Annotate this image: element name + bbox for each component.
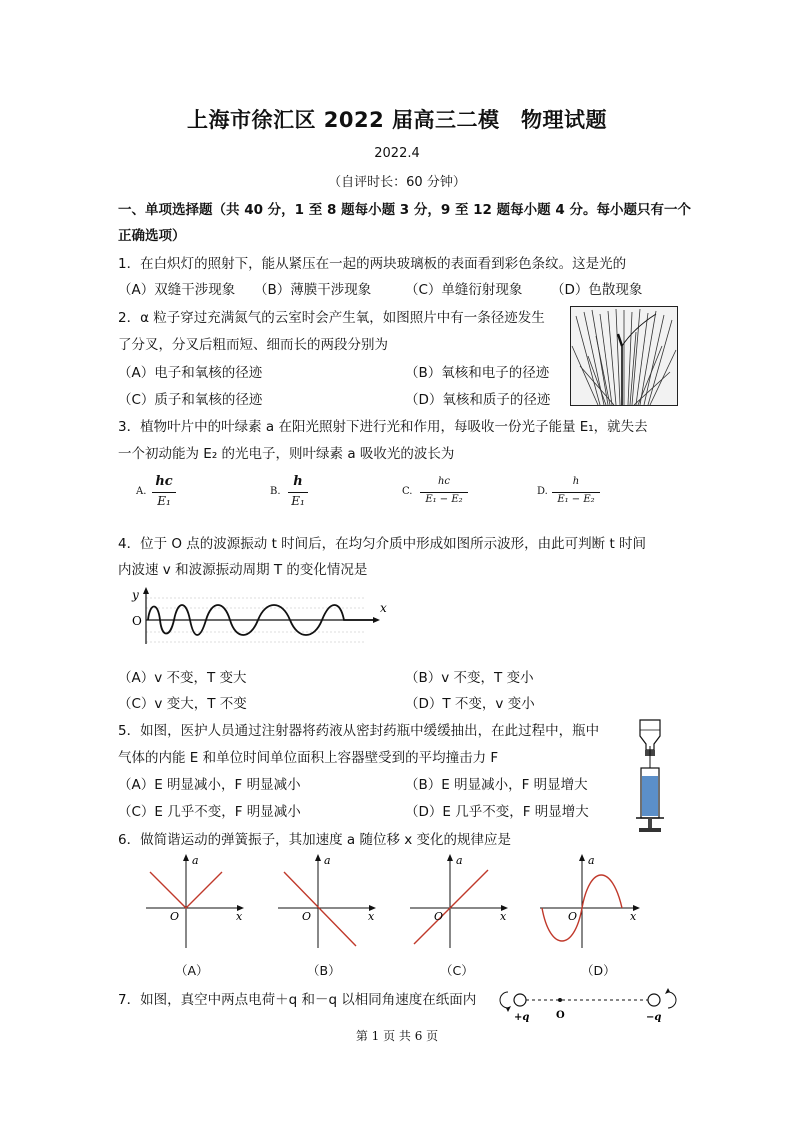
q7-minus-q-label: −q [646, 1012, 662, 1023]
q4-option-a: （A）v 不变，T 变大 [118, 670, 247, 686]
q6-b-origin: O [302, 910, 312, 923]
q3-option-a-letter: A. [136, 486, 147, 497]
q4-option-b: （B）v 不变，T 变小 [405, 670, 534, 686]
q1-stem: 1．在白炽灯的照射下，能从紧压在一起的两块玻璃板的表面看到彩色条纹。这是光的 [118, 256, 627, 272]
vial-icon [640, 720, 660, 750]
q3-option-a-numerator: hc [155, 474, 173, 489]
q7-stem: 7．如图，真空中两点电荷＋q 和－q 以相同角速度在纸面内 [118, 992, 477, 1008]
q4-option-d: （D）T 不变，v 变小 [405, 696, 535, 712]
q6-c-y-label: a [456, 854, 463, 867]
q3-option-b-denominator: E₁ [291, 494, 305, 508]
q5-option-c: （C）E 几乎不变，F 明显减小 [118, 804, 301, 820]
q1-option-b: （B）薄膜干涉现象 [254, 282, 372, 298]
q6-graph-d [536, 852, 646, 952]
positive-charge-icon [514, 994, 526, 1006]
syringe-plunger [639, 828, 661, 832]
q6-stem: 6．做简谐运动的弹簧振子，其加速度 a 随位移 x 变化的规律应是 [118, 832, 512, 848]
q2-option-a: （A）电子和氧核的径迹 [118, 365, 263, 381]
q3-option-d-denominator: E₁ − E₂ [557, 494, 595, 505]
page-number: 第 1 页 共 6 页 [355, 1029, 439, 1043]
q6-a-y-label: a [192, 854, 199, 867]
q3-option-d-numerator: h [572, 476, 580, 487]
q6-d-y-label: a [588, 854, 595, 867]
syringe-vial-figure [630, 716, 670, 834]
q4-stem-line1: 4．位于 O 点的波源振动 t 时间后，在均匀介质中形成如图所示波形，由此可判断 t 时间 [118, 536, 647, 552]
q3-option-a-fraction-bar [152, 492, 176, 493]
q6-b-y-label: a [324, 854, 331, 867]
section-heading-line1: 一、单项选择题（共 40 分，1 至 8 题每小题 3 分，9 至 12 题每小题 4 分。每小题只有一个 [118, 202, 691, 218]
q2-option-c: （C）质子和氧核的径迹 [118, 392, 263, 408]
negative-charge-icon [648, 994, 660, 1006]
q6-caption-b: （B） [307, 963, 341, 978]
q6-graph-c [404, 852, 514, 952]
q4-origin-label: O [132, 614, 142, 628]
q3-stem-line2: 一个初动能为 E₂ 的光电子，则叶绿素 a 吸收光的波长为 [118, 446, 455, 462]
q3-option-b-fraction-bar [288, 492, 308, 493]
q6-caption-c: （C） [440, 963, 474, 978]
q3-option-c-letter: C. [402, 486, 413, 497]
q5-option-b: （B）E 明显减小，F 明显增大 [405, 777, 588, 793]
center-point-o [558, 998, 562, 1002]
q6-d-x-label: x [630, 910, 637, 923]
syringe-liquid [642, 776, 658, 816]
q4-x-label: x [380, 601, 387, 615]
q5-stem-line1: 5．如图，医护人员通过注射器将药液从密封药瓶中缓缓抽出，在此过程中，瓶中 [118, 723, 600, 739]
q4-stem-line2: 内波速 v 和波源振动周期 T 的变化情况是 [118, 562, 368, 578]
q3-option-b-letter: B. [270, 486, 281, 497]
q3-option-d-fraction-bar [552, 492, 600, 493]
page-title: 上海市徐汇区 2022 届高三二模 物理试题 [186, 108, 608, 132]
q5-stem-line2: 气体的内能 E 和单位时间单位面积上容器壁受到的平均撞击力 F [118, 750, 499, 766]
q1-option-d: （D）色散现象 [551, 282, 643, 298]
q7-plus-q-label: +q [514, 1012, 530, 1023]
q4-wave-graph [126, 586, 396, 646]
q3-option-c-fraction-bar [420, 492, 468, 493]
q1-option-a: （A）双缝干涉现象 [118, 282, 236, 298]
q6-graph-b [272, 852, 382, 952]
section-heading-line2: 正确选项） [118, 228, 186, 244]
q6-a-x-label: x [236, 910, 243, 923]
q2-stem-line1: 2．α 粒子穿过充满氮气的云室时会产生氧，如图照片中有一条径迹发生 [118, 310, 545, 326]
cloud-chamber-photo [570, 306, 678, 406]
q3-option-b-numerator: h [293, 474, 303, 489]
q6-caption-d: （D） [581, 963, 616, 978]
q6-d-origin: O [568, 910, 578, 923]
q5-option-a: （A）E 明显减小，F 明显减小 [118, 777, 301, 793]
q6-c-x-label: x [500, 910, 507, 923]
q3-stem-line1: 3．植物叶片中的叶绿素 a 在阳光照射下进行光和作用，每吸收一份光子能量 E₁，就失去 [118, 419, 648, 435]
q4-option-c: （C）v 变大，T 不变 [118, 696, 247, 712]
q3-option-a-denominator: E₁ [157, 494, 171, 508]
q1-option-c: （C）单缝衍射现象 [405, 282, 523, 298]
q6-graph-a [140, 852, 250, 952]
q4-y-label: y [132, 588, 139, 602]
q6-c-origin: O [434, 910, 444, 923]
q3-option-d-letter: D. [537, 486, 548, 497]
q2-stem-line2: 了分叉，分叉后粗而短、细而长的两段分别为 [118, 337, 388, 353]
q3-option-c-denominator: E₁ − E₂ [425, 494, 463, 505]
q6-caption-a: （A） [175, 963, 209, 978]
exam-duration: （自评时长：60 分钟） [328, 175, 466, 190]
q6-b-x-label: x [368, 910, 375, 923]
q2-option-b: （B）氧核和电子的径迹 [405, 365, 550, 381]
q2-option-d: （D）氧核和质子的径迹 [405, 392, 551, 408]
q7-charges-figure [496, 986, 686, 1024]
q7-o-label: O [556, 1010, 565, 1021]
exam-date: 2022.4 [374, 146, 420, 161]
q6-a-origin: O [170, 910, 180, 923]
q3-option-c-numerator: hc [437, 476, 451, 487]
q5-option-d: （D）E 几乎不变，F 明显增大 [405, 804, 589, 820]
